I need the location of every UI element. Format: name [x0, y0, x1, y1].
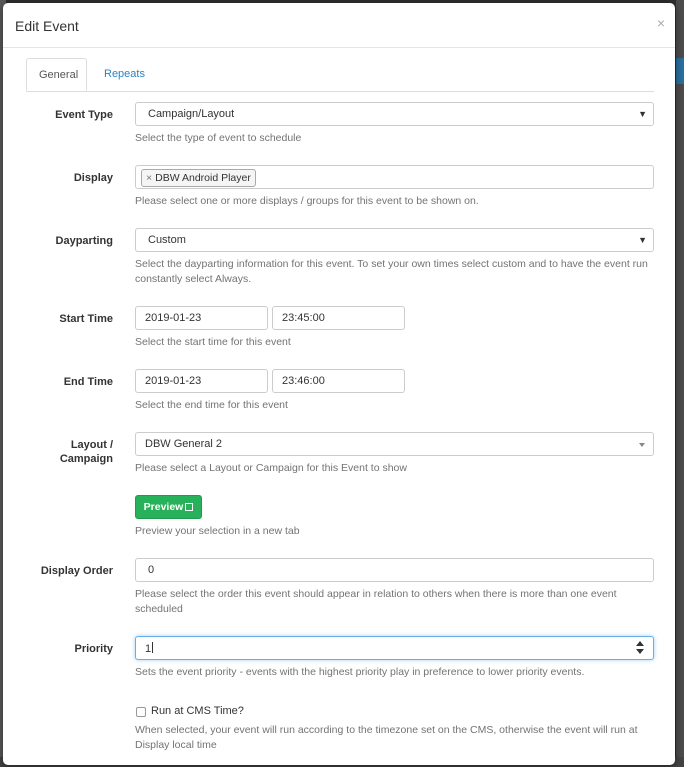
display-tag: [141, 169, 256, 187]
edit-event-modal: [3, 3, 675, 765]
run-at-cms-time-checkbox[interactable]: [136, 707, 146, 717]
tab-general[interactable]: General: [26, 58, 87, 91]
modal-title: Edit Event: [15, 18, 79, 34]
dayparting-select[interactable]: [135, 228, 654, 252]
priority-label: Priority: [74, 643, 113, 655]
event-type-value: Campaign/Layout: [148, 108, 235, 120]
preview-button[interactable]: [135, 495, 202, 519]
end-time-input[interactable]: [272, 369, 405, 393]
start-date-value: 2019-01-23: [145, 312, 202, 324]
layout-label-line2: Campaign: [59, 453, 113, 465]
display-order-value: 0: [148, 564, 155, 576]
display-order-input[interactable]: [135, 558, 654, 582]
display-label: Display: [73, 172, 113, 184]
run-at-cms-time-label[interactable]: Run at CMS Time?: [151, 705, 244, 717]
layout-label-line1: Layout /: [70, 439, 113, 451]
priority-input[interactable]: [135, 636, 654, 660]
end-time-label: End Time: [63, 376, 113, 388]
remove-tag-icon[interactable]: ×: [146, 172, 153, 184]
event-type-label: Event Type: [55, 109, 113, 121]
end-time-help: Select the end time for this event: [135, 399, 288, 411]
dayparting-help: Select the dayparting information for this event. To set your own times select custom and to have the event run constantly select Always.: [135, 258, 648, 285]
priority-help: Sets the event priority - events with the highest priority play in preference to lower priority events.: [135, 666, 585, 678]
text-cursor: [152, 642, 153, 653]
select-arrow-icon: ▼: [638, 235, 647, 245]
layout-campaign-select[interactable]: [135, 432, 654, 456]
start-time-label: Start Time: [59, 313, 113, 325]
layout-campaign-help: Please select a Layout or Campaign for this Event to show: [135, 462, 407, 474]
layout-campaign-label: [3, 438, 113, 466]
dayparting-label: Dayparting: [55, 235, 113, 247]
preview-help: Preview your selection in a new tab: [135, 525, 300, 537]
modal-header: [3, 3, 675, 48]
display-order-help: Please select the order this event should appear in relation to others when there is more than one event scheduled: [135, 588, 617, 615]
event-type-help: Select the type of event to schedule: [135, 132, 302, 144]
external-link-icon: [185, 503, 193, 511]
display-order-label: Display Order: [40, 565, 113, 577]
tab-bar: [26, 58, 654, 92]
end-date-value: 2019-01-23: [145, 375, 202, 387]
background-accent: [676, 58, 684, 84]
start-time-value: 23:45:00: [282, 312, 325, 324]
background-page-edge-right: [676, 0, 684, 767]
number-spinner-icon[interactable]: [636, 641, 644, 655]
end-time-value: 23:46:00: [282, 375, 325, 387]
start-time-input[interactable]: [272, 306, 405, 330]
dayparting-value: Custom: [148, 234, 186, 246]
run-at-cms-time-help: When selected, your event will run according to the timezone set on the CMS, otherwise the event will run at Display local time: [135, 724, 638, 751]
end-date-input[interactable]: [135, 369, 268, 393]
preview-button-label: Preview: [143, 501, 184, 513]
display-multiselect[interactable]: [135, 165, 654, 189]
start-time-help: Select the start time for this event: [135, 336, 291, 348]
display-tag-label: DBW Android Player: [155, 172, 251, 184]
display-help: Please select one or more displays / groups for this event to be shown on.: [135, 195, 479, 207]
event-type-select[interactable]: [135, 102, 654, 126]
priority-value-text: 1: [145, 643, 152, 655]
tab-repeats[interactable]: Repeats: [104, 68, 145, 80]
priority-value: [145, 642, 153, 655]
chevron-down-icon: [639, 443, 645, 447]
layout-campaign-value: DBW General 2: [145, 438, 223, 450]
select-arrow-icon: ▼: [638, 109, 647, 119]
start-date-input[interactable]: [135, 306, 268, 330]
close-icon[interactable]: ×: [656, 15, 665, 31]
